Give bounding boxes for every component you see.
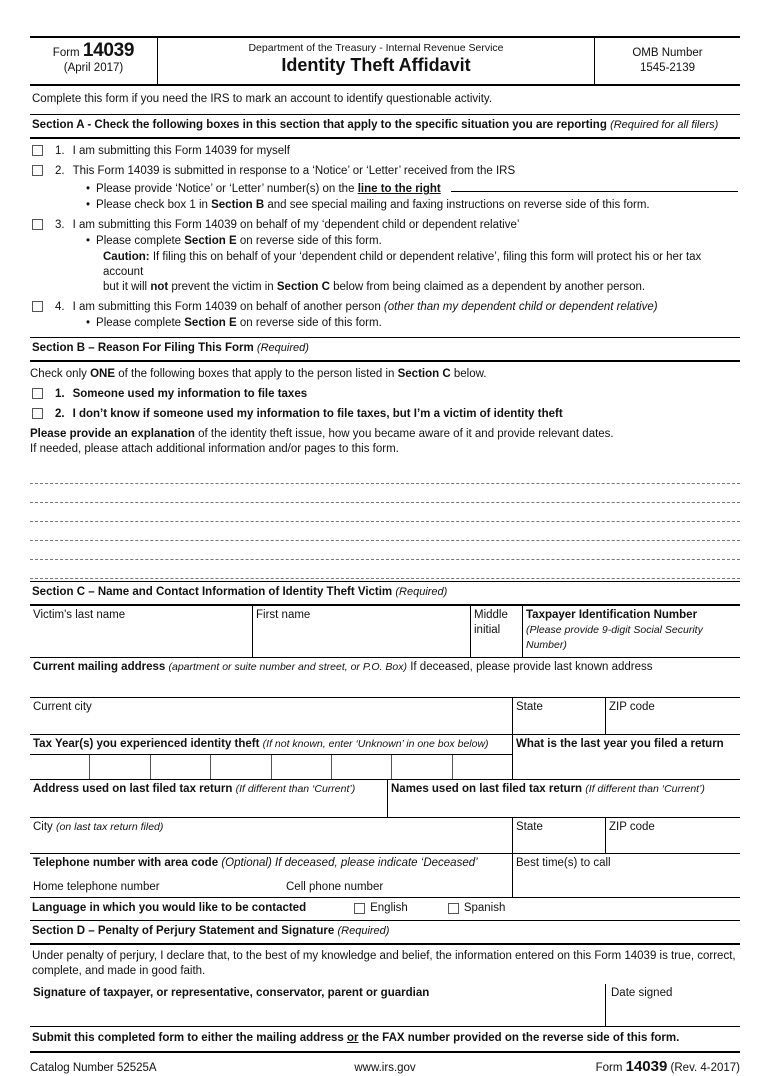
explain-text: of the identity theft issue, how you became aware of it and provide relevant dates. [198, 428, 614, 440]
explanation-write-line[interactable] [30, 560, 740, 579]
tax-year-box[interactable] [332, 755, 392, 779]
form-number-box [30, 38, 158, 84]
caution-text: but it will [103, 281, 148, 293]
last-return-row [30, 780, 740, 818]
submit-or: or [347, 1032, 359, 1044]
item-label: I am submitting this Form 14039 for myself [72, 145, 290, 157]
explanation-write-line[interactable] [30, 541, 740, 560]
catalog-number: Catalog Number 52525A [30, 1062, 157, 1074]
tax-years-label-line [30, 735, 512, 755]
caution-note [103, 250, 740, 295]
irs-website: www.irs.gov [354, 1062, 416, 1074]
mailing-address-field[interactable] [30, 658, 740, 697]
section-a-header [30, 114, 740, 139]
signature-row [30, 984, 740, 1027]
submit-text: the FAX number provided on the reverse side of this form. [361, 1032, 680, 1044]
tax-year-boxes [30, 755, 512, 779]
bullet-icon: • [86, 183, 91, 195]
tax-year-box[interactable] [30, 755, 90, 779]
address-last-return-field[interactable] [30, 780, 387, 817]
city-last-return-note: (on last tax return filed) [56, 821, 164, 833]
caution-not: not [150, 281, 169, 293]
language-spanish-option [448, 901, 506, 916]
item-text-italic: (other than my dependent child or dependent relative) [383, 301, 658, 313]
explanation-instructions [30, 427, 740, 457]
date-signed-field[interactable] [605, 984, 740, 1026]
footer-form-word: Form [595, 1062, 623, 1074]
section-c-ref: Section C [276, 281, 330, 293]
tax-year-box[interactable] [211, 755, 271, 779]
explanation-write-area [30, 465, 740, 579]
tax-year-box[interactable] [90, 755, 150, 779]
date-signed-label: Date signed [611, 987, 673, 999]
checkbox-a3[interactable] [32, 219, 43, 230]
section-e-ref: Section E [184, 235, 237, 247]
page-footer [30, 1053, 740, 1076]
section-a-item-3 [30, 218, 740, 233]
checkbox-a4[interactable] [32, 301, 43, 312]
names-last-return-note: (If different than ‘Current’) [585, 783, 705, 795]
zip2-field[interactable] [605, 818, 740, 853]
language-english-option [354, 901, 408, 916]
bullet-text: on reverse side of this form. [239, 235, 382, 247]
item-label: Someone used my information to file taxes [72, 388, 308, 400]
mailing-address-label: Current mailing address [33, 661, 166, 673]
omb-label: OMB Number [632, 47, 703, 59]
item-label [73, 300, 740, 315]
telephone-label: Telephone number with area code [33, 857, 219, 869]
item-number: 4. [55, 301, 65, 313]
item-number: 1. [55, 388, 65, 400]
explanation-write-line[interactable] [30, 465, 740, 484]
english-label: English [370, 902, 408, 914]
last-name-field[interactable] [30, 606, 252, 657]
section-c-ref: Section C [397, 368, 451, 380]
tax-year-box[interactable] [453, 755, 512, 779]
form-header [30, 36, 740, 86]
section-e-ref: Section E [184, 317, 237, 329]
footer-form-revision: (Rev. 4-2017) [670, 1062, 741, 1074]
item-number: 3. [55, 219, 65, 231]
zip-label: ZIP code [609, 821, 655, 833]
intro-text: Check only [30, 368, 87, 380]
telephone-note: (Optional) If deceased, please indicate ‘Deceased’ [221, 857, 478, 869]
section-b-title: Section B – Reason For Filing This Form [32, 342, 254, 354]
submit-instruction [30, 1027, 740, 1053]
section-a-required-note: (Required for all filers) [610, 119, 719, 131]
caution-text: prevent the victim in [171, 281, 274, 293]
names-last-return-label: Names used on last filed tax return [391, 783, 583, 795]
city-last-return-field[interactable] [30, 818, 512, 853]
intro-text: of the following boxes that apply to the person listed in [118, 368, 395, 380]
form-number: 14039 [82, 40, 135, 61]
telephone-row [30, 854, 740, 898]
explain-text-2: If needed, please attach additional information and/or pages to this form. [30, 443, 399, 455]
language-label: Language in which you would like to be contacted [32, 902, 307, 914]
perjury-statement: Under penalty of perjury, I declare that, to the best of my knowledge and belief, the information entered on this Form 14039 is true, correct, complete, and made in good faith. [32, 950, 736, 977]
current-city-field[interactable] [30, 698, 512, 734]
cell-phone-label: Cell phone number [286, 881, 384, 893]
section-a-item-3-bullet-1 [86, 234, 740, 249]
best-time-label: Best time(s) to call [516, 857, 611, 869]
section-a-title: Section A - Check the following boxes in this section that apply to the specific situation you are reporting [32, 119, 607, 131]
signature-label: Signature of taxpayer, or representative, conservator, parent or guardian [33, 987, 430, 999]
address-last-return-note: (If different than ‘Current’) [235, 783, 356, 795]
caution-text: If filing this on behalf of your ‘dependent child or dependent relative’, filing this form will protect his or her tax account [103, 251, 702, 278]
address-last-return-label: Address used on last filed tax return [33, 783, 233, 795]
bullet-text: Please complete [96, 235, 182, 247]
section-b-required-note: (Required) [256, 342, 309, 354]
notice-number-line[interactable] [451, 180, 738, 192]
form-title-box [158, 38, 594, 84]
explanation-write-line[interactable] [30, 522, 740, 541]
section-d-title: Section D – Penalty of Perjury Statement and Signature [32, 925, 335, 937]
omb-box [594, 38, 740, 84]
tax-years-row [30, 735, 740, 780]
item-label: I don’t know if someone used my information to file taxes, but I’m a victim of identity theft [72, 408, 563, 420]
tin-note: (Please provide 9-digit Social Security Number) [526, 624, 703, 651]
victim-name-row [30, 606, 740, 658]
form-word: Form [52, 47, 80, 59]
section-a-item-1 [30, 144, 740, 159]
caution-label: Caution: [103, 251, 150, 263]
section-b-item-1 [30, 387, 740, 402]
section-b-intro [30, 367, 740, 382]
tax-year-box[interactable] [272, 755, 332, 779]
item-text: I am submitting this Form 14039 on behalf of another person [72, 301, 381, 313]
intro-note: Complete this form if you need the IRS to mark an account to identify questionable activity. [32, 93, 493, 105]
last-year-filed-field[interactable] [512, 735, 740, 779]
bullet-icon: • [86, 199, 91, 211]
bullet-icon: • [86, 317, 91, 329]
section-b-ref: Section B [211, 199, 265, 211]
last-name-label: Victim's last name [33, 609, 126, 621]
submit-text: Submit this completed form to either the mailing address [32, 1032, 344, 1044]
checkbox-spanish[interactable] [448, 903, 459, 914]
section-c-title: Section C – Name and Contact Information of Identity Theft Victim [32, 586, 393, 598]
tax-years-note: (If not known, enter ‘Unknown’ in one box below) [262, 738, 489, 750]
section-a-item-2-bullet-1 [86, 180, 740, 197]
bullet-text: and see special mailing and faxing instructions on reverse side of this form. [267, 199, 650, 211]
first-name-field[interactable] [252, 606, 470, 657]
explanation-write-line[interactable] [30, 503, 740, 522]
section-b-header [30, 337, 740, 362]
home-phone-label: Home telephone number [33, 881, 160, 893]
checkbox-b2[interactable] [32, 408, 43, 419]
current-city-label: Current city [33, 701, 92, 713]
state-label: State [516, 701, 543, 713]
state-field[interactable] [512, 698, 605, 734]
telephone-field[interactable] [30, 854, 512, 897]
omb-number: 1545-2139 [640, 62, 695, 74]
zip-field[interactable] [605, 698, 740, 734]
mailing-address-deceased-note: If deceased, please provide last known address [410, 661, 653, 673]
section-b-item-2 [30, 407, 740, 422]
checkbox-a1[interactable] [32, 145, 43, 156]
first-name-label: First name [256, 609, 311, 621]
last-year-filed-label: What is the last year you filed a return [516, 738, 724, 750]
checkbox-a2[interactable] [32, 165, 43, 176]
section-c-header [30, 581, 740, 606]
bullet-icon: • [86, 235, 91, 247]
city-last-return-label: City [33, 821, 53, 833]
department-line: Department of the Treasury - Internal Revenue Service [248, 42, 504, 54]
best-time-field[interactable] [512, 854, 740, 897]
current-city-row [30, 698, 740, 735]
section-a-item-2-bullet-2 [86, 198, 740, 213]
mailing-address-row [30, 658, 740, 698]
page-title: Identity Theft Affidavit [281, 55, 471, 75]
item-label: This Form 14039 is submitted in response to a ‘Notice’ or ‘Letter’ received from the IRS [72, 165, 516, 177]
state-label: State [516, 821, 543, 833]
section-c-required-note: (Required) [395, 586, 448, 598]
tin-field[interactable] [522, 606, 740, 657]
item-label: I am submitting this Form 14039 on behalf of my ‘dependent child or dependent relative’ [72, 219, 520, 231]
bullet-text: Please provide ‘Notice’ or ‘Letter’ number(s) on the [96, 183, 355, 195]
mailing-address-note: (apartment or suite number and street, or P.O. Box) [168, 661, 408, 673]
item-number: 2. [55, 408, 65, 420]
bullet-text: Please check box 1 in [96, 199, 208, 211]
zip-label: ZIP code [609, 701, 655, 713]
bullet-text: on reverse side of this form. [239, 317, 382, 329]
bullet-text: Please complete [96, 317, 182, 329]
tax-years-label: Tax Year(s) you experienced identity theft [33, 738, 260, 750]
intro-text: below. [453, 368, 487, 380]
explain-bold: Please provide an explanation [30, 428, 195, 440]
middle-initial-label: Middle initial [474, 609, 508, 636]
spanish-label: Spanish [463, 902, 506, 914]
tin-label: Taxpayer Identification Number [526, 609, 698, 621]
checkbox-b1[interactable] [32, 388, 43, 399]
one-emphasis: ONE [90, 368, 116, 380]
language-row [30, 898, 740, 920]
city-last-return-row [30, 818, 740, 854]
section-a-item-4 [30, 300, 740, 315]
section-a-item-4-bullet-1 [86, 316, 740, 331]
footer-form-id [416, 1059, 740, 1076]
section-d-required-note: (Required) [337, 925, 390, 937]
section-a-item-2 [30, 164, 740, 179]
section-d-header [30, 920, 740, 945]
line-to-right-label: line to the right [357, 183, 441, 195]
names-last-return-field[interactable] [387, 780, 740, 817]
state2-field[interactable] [512, 818, 605, 853]
signature-field[interactable] [30, 984, 605, 1026]
middle-initial-field[interactable] [470, 606, 522, 657]
tax-year-box[interactable] [392, 755, 452, 779]
tax-years-left [30, 735, 512, 779]
form-revision-date: (April 2017) [63, 62, 124, 74]
caution-text: below from being claimed as a dependent by another person. [333, 281, 646, 293]
checkbox-english[interactable] [354, 903, 365, 914]
footer-form-number: 14039 [625, 1058, 668, 1075]
tax-year-box[interactable] [151, 755, 211, 779]
explanation-write-line[interactable] [30, 484, 740, 503]
item-number: 2. [55, 165, 65, 177]
item-number: 1. [55, 145, 65, 157]
